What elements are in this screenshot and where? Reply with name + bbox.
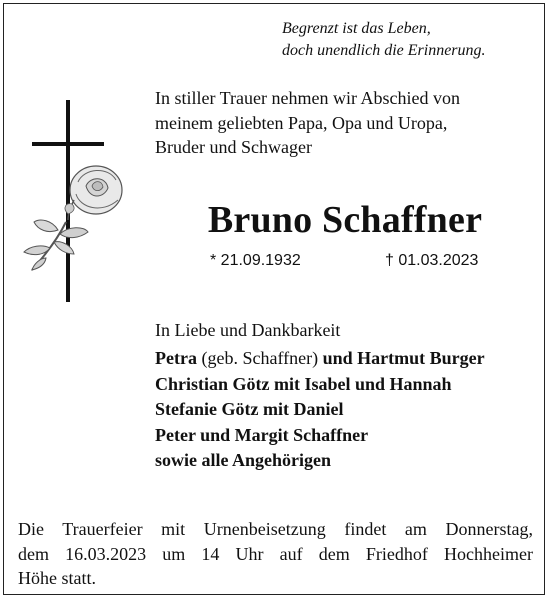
intro-line-2: meinem geliebten Papa, Opa und Uropa, <box>155 112 448 133</box>
mourner-petra: Petra <box>155 348 197 368</box>
motto-quote <box>282 18 542 62</box>
mourner-line-3: Stefanie Götz mit Daniel <box>155 399 344 419</box>
intro-text <box>155 86 535 160</box>
mourner-line-4: Peter und Margit Schaffner <box>155 424 369 445</box>
ceremony-notice <box>18 517 533 591</box>
birth-date: * 21.09.1932 <box>210 252 301 269</box>
motto-line-2: doch unendlich die Erinnerung. <box>282 42 486 59</box>
mourner-petra-partner: und Hartmut Burger <box>322 348 485 368</box>
deceased-name: Bruno Schaffner <box>207 199 483 241</box>
cross-horizontal-bar <box>32 142 104 146</box>
mourner-line-2: Christian Götz mit Isabel und Hannah <box>155 373 452 394</box>
motto-line-1: Begrenzt ist das Leben, <box>282 20 431 37</box>
mourner-petra-maiden-name: (geb. Schaffner) <box>201 348 319 368</box>
mourners-heading: In Liebe und Dankbarkeit <box>155 320 341 340</box>
ceremony-line-1: Die Trauerfeier mit Urnenbeisetzung findet am Donnerstag, <box>18 519 533 539</box>
death-date: † 01.03.2023 <box>385 252 479 269</box>
ceremony-line-3: Höhe statt. <box>18 568 96 588</box>
intro-line-1: In stiller Trauer nehmen wir Abschied von <box>155 88 460 108</box>
rose-icon <box>18 160 128 272</box>
intro-line-3: Bruder und Schwager <box>155 137 312 157</box>
mourners-list <box>155 346 535 474</box>
mourner-line-1 <box>155 346 535 372</box>
ceremony-line-2: dem 16.03.2023 um 14 Uhr auf dem Friedhof Hochheimer <box>18 543 533 564</box>
mourner-line-5: sowie alle Angehörigen <box>155 450 331 470</box>
